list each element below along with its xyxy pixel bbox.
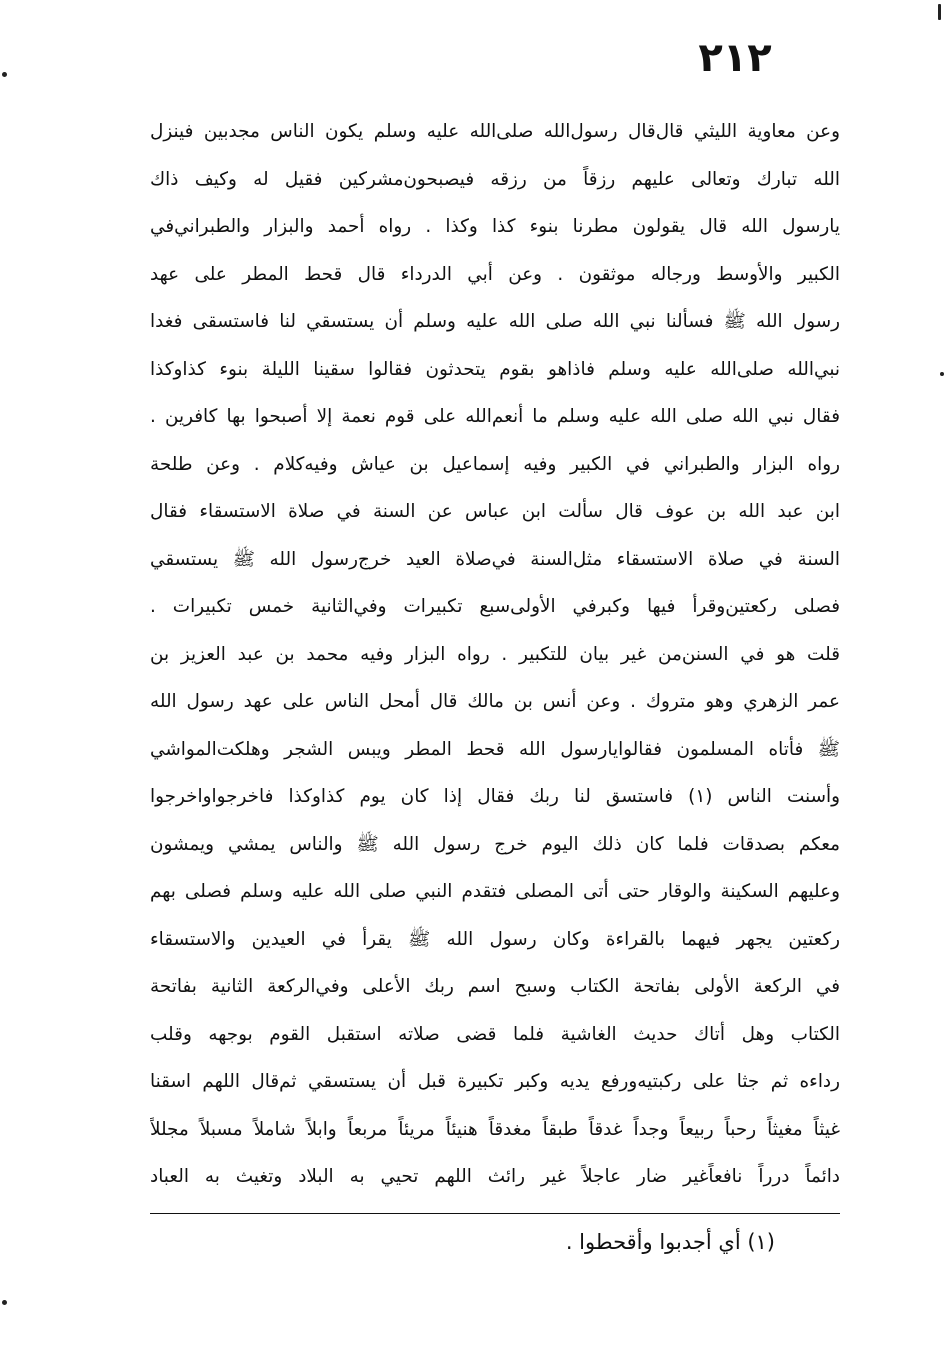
text-line: وأسنت الناس (١) فاستسق لنا ربك فقال إذا كان يوم كذاوكذا فاخرجواواخرجوا xyxy=(150,786,840,807)
footnote-divider xyxy=(150,1213,840,1214)
text-line: في الركعة الأولى بفاتحة الكتاب وسبح اسم ربك الأعلى وفي‌الركعة الثانية بفاتحة xyxy=(150,976,840,997)
text-line: نبي‌الله صلى‌الله عليه وسلم فاذاهو بقوم يتحدثون فقالوا سقينا الليلة بنوء كذاوكذا xyxy=(150,358,840,380)
text-line: دائماً درراً نافعاً‌غير ضار عاجلاً غير رائث اللهم تحيي به البلاد وتغيث به العباد xyxy=(150,1166,840,1187)
text-line: وعليهم السكينة والوقار حتى أتى المصلى فتقدم النبي صلى الله عليه وسلم فصلى بهم xyxy=(150,881,840,902)
scan-speck xyxy=(2,1300,7,1305)
text-line: الكتاب وهل أتاك حديث الغاشية فلما قضى صلاته استقبل القوم بوجهه وقلب xyxy=(150,1023,840,1045)
page-number: ٢١٢ xyxy=(698,35,772,81)
text-line: رواه البزار والطبراني في الكبير وفيه إسماعيل بن عياش وفيه‌كلام . وعن طلحة xyxy=(150,453,840,475)
text-line: عمر الزهري وهو متروك . وعن أنس بن مالك قال أمحل الناس على عهد رسول الله xyxy=(150,691,840,712)
text-line: فصلى ركعتين‌وقرأ فيها وكبر‌في الأولى‌سبع تكبيرات وفي‌الثانية خمس تكبيرات . xyxy=(150,596,840,617)
text-line: رسول الله ﷺ فسألنا نبي الله صلى الله عليه وسلم أن يستسقي لنا فاستسقى فغدا xyxy=(150,311,840,332)
scan-speck xyxy=(2,72,7,77)
text-line: ﷺ فأتاه المسلمون فقالوايارسول الله قحط المطر ويبس الشجر وهلكت‌المواشي xyxy=(150,738,840,760)
text-line: ابن عبد الله بن عوف قال سألت ابن عباس عن السنة في صلاة الاستسقاء فقال xyxy=(150,501,840,522)
text-line: رداءه ثم جثا على ركبتيه‌ورفع يديه وكبر تكبيرة قبل أن يستسقي ثم‌قال اللهم اسقنا xyxy=(150,1071,840,1092)
text-line: قلت هو في السنن‌من غير بيان للتكبير . رواه البزار وفيه محمد بن عبد العزيز بن xyxy=(150,643,840,665)
text-line: غيثاً مغيثاً رحباً ربيعاً وجداً غدقاً طبقاً مغدقاً هنيئاً مريئاً مربعاً وابلاً شاملاً مسبلاً مجللاً xyxy=(150,1118,840,1140)
text-line: يارسول الله قال يقولون مطرنا بنوء كذا وكذا . رواه أحمد والبزار والطبراني‌في xyxy=(150,216,840,237)
text-line: الكبير والأوسط ورجاله موثقون . وعن أبي الدرداء قال قحط المطر على عهد xyxy=(150,263,840,285)
text-line: معكم بصدقات فلما كان ذلك اليوم خرج رسول الله ﷺ والناس يمشي ويمشون xyxy=(150,833,840,855)
main-text-block xyxy=(150,108,840,1201)
text-line: وعن معاوية الليثي قال‌قال رسول‌الله صلى‌الله عليه وسلم يكون الناس مجدبين فينزل xyxy=(150,121,840,142)
text-line: الله تبارك وتعالى عليهم رزقاً من رزقه فيصبحون‌مشركين فقيل له وكيف ذاك xyxy=(150,168,840,190)
scan-speck xyxy=(940,372,944,376)
scan-speck xyxy=(938,4,941,20)
footnote: (١) أي أجدبوا وأقحطوا . xyxy=(565,1230,775,1254)
text-line: ركعتين يجهر فيهما بالقراءة وكان رسول الله ﷺ يقرأ في العيدين والاستسقاء xyxy=(150,928,840,950)
text-line: السنة في صلاة الاستسقاء مثل‌السنة في‌صلاة العيد خرج‌رسول الله ﷺ يستسقي xyxy=(150,548,840,570)
text-line: فقال نبي الله صلى الله عليه وسلم ما أنعم‌الله على قوم نعمة إلا أصبحوا بها كافرين . xyxy=(150,406,840,427)
